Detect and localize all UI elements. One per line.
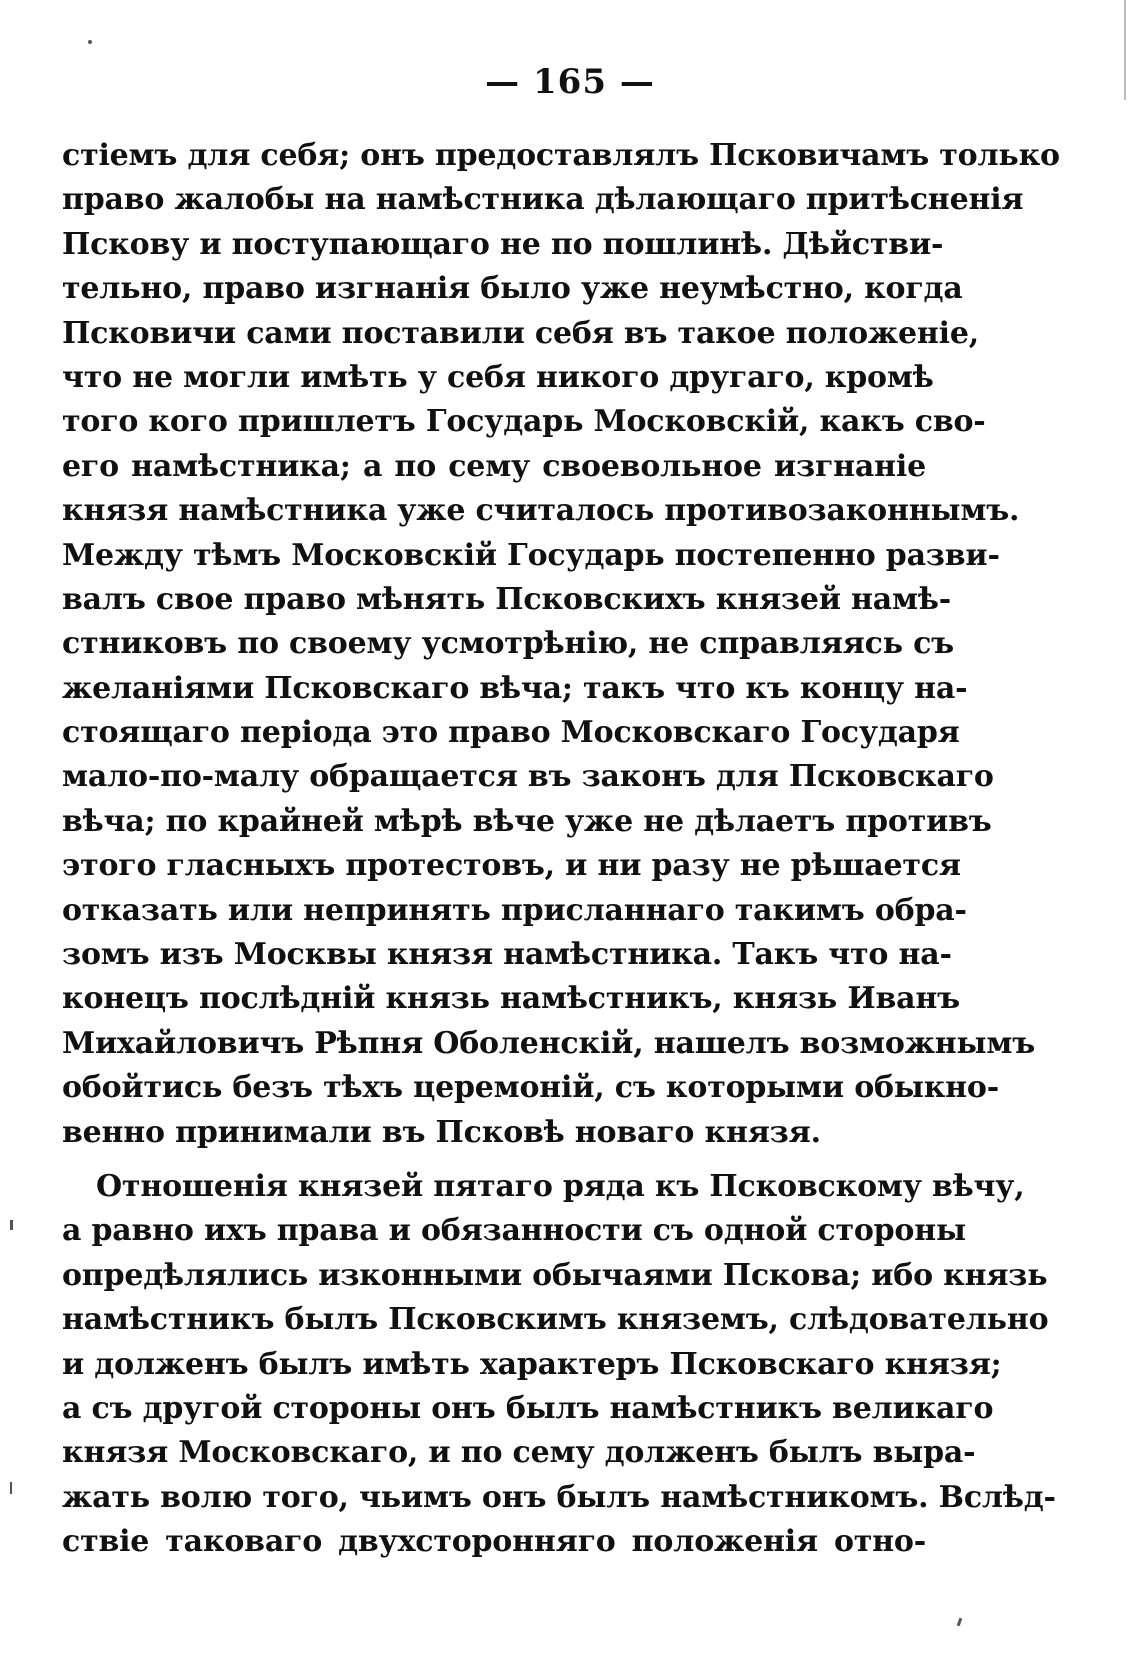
text-line: опредѣлялись изконными обычаями Пскова; ибо князь — [62, 1257, 1048, 1293]
body-text — [62, 134, 1060, 1565]
text-line: конецъ послѣдній князь намѣстникъ, князь Иванъ — [62, 981, 960, 1017]
text-line: а равно ихъ права и обязанности съ одной стороны — [62, 1213, 966, 1249]
text-line: стоящаго періода это право Московскаго Государя — [62, 715, 960, 751]
text-line: стниковъ по своему усмотрѣнію, не справляясь съ — [62, 626, 954, 662]
scan-speck — [10, 1482, 12, 1494]
text-line: вѣча; по крайней мѣрѣ вѣче уже не дѣлаетъ противъ — [62, 803, 992, 839]
page-number: — 165 — — [485, 62, 655, 102]
scan-speck — [10, 1220, 13, 1230]
text-line: его намѣстника; а по сему своевольное изгнаніе — [62, 448, 926, 484]
paragraph-1 — [62, 134, 1060, 1155]
text-line: князя намѣстника уже считалось противозаконнымъ. — [62, 493, 1020, 529]
text-line: Михайловичъ Рѣпня Оболенскій, нашелъ возможнымъ — [62, 1025, 1036, 1061]
text-line: обойтись безъ тѣхъ церемоній, съ которыми обыкно- — [62, 1070, 999, 1106]
scan-speck — [88, 40, 92, 44]
text-line: венно принимали въ Псковѣ новаго князя. — [62, 1114, 821, 1150]
text-line: ствіе таковаго двухсторонняго положенія отно- — [62, 1524, 926, 1560]
text-line: стіемъ для себя; онъ предоставлялъ Псковичамъ только — [62, 138, 1060, 173]
paragraph-2 — [62, 1165, 1056, 1565]
scan-speck — [957, 1618, 963, 1627]
text-line: а съ другой стороны онъ былъ намѣстникъ великаго — [62, 1390, 994, 1426]
text-line: право жалобы на намѣстника дѣлающаго притѣсненія — [62, 182, 1024, 218]
text-line: Отношенія князей пятаго ряда къ Псковскому вѣчу, — [96, 1168, 1025, 1204]
text-line: зомъ изъ Москвы князя намѣстника. Такъ что на- — [62, 937, 952, 973]
text-line: князя Московскаго, и по сему долженъ былъ выра- — [62, 1435, 976, 1471]
text-line: и долженъ былъ имѣть характеръ Псковскаго князя; — [62, 1346, 1002, 1382]
text-line: что не могли имѣть у себя никого другаго, кромѣ — [62, 359, 934, 395]
text-line: мало-по-малу обращается въ законъ для Псковскаго — [62, 759, 994, 795]
paragraph-gap — [62, 1155, 926, 1165]
text-line: Псковичи сами поставили себя въ такое положеніе, — [62, 315, 979, 351]
text-line: отказать или непринять присланнаго такимъ обра- — [62, 892, 967, 928]
text-line: жать волю того, чьимъ онъ былъ намѣстникомъ. Вслѣд- — [62, 1479, 1056, 1515]
text-line: тельно, право изгнанія было уже неумѣстно, когда — [62, 271, 963, 307]
text-line: того кого пришлетъ Государь Московскій, какъ сво- — [62, 404, 986, 440]
text-line: этого гласныхъ протестовъ, и ни разу не рѣшается — [62, 848, 961, 884]
text-line: валъ свое право мѣнять Псковскихъ князей намѣ- — [62, 581, 952, 617]
text-line: желаніями Псковскаго вѣча; такъ что къ концу на- — [62, 670, 968, 706]
text-line: Пскову и поступающаго не по пошлинѣ. Дѣйстви- — [62, 226, 944, 262]
text-line: намѣстникъ былъ Псковскимъ княземъ, слѣдовательно — [62, 1302, 1049, 1338]
text-line: Между тѣмъ Московскій Государь постепенно разви- — [62, 537, 1000, 573]
